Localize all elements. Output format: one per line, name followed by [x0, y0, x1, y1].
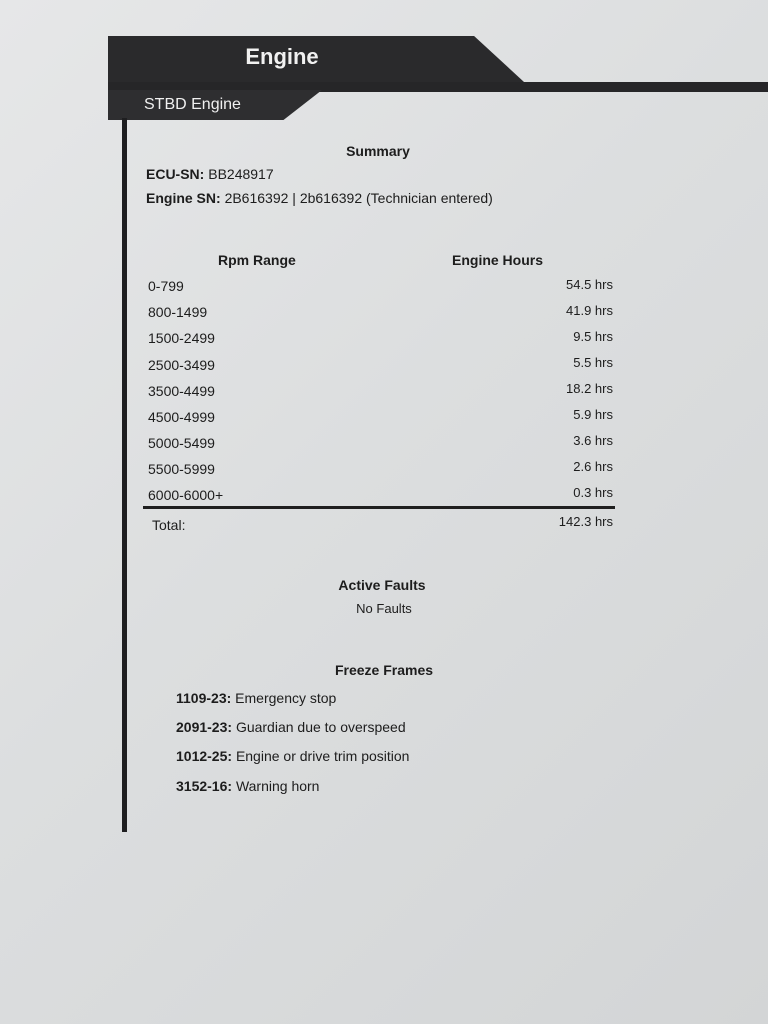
- engine-sn-line: [146, 190, 493, 206]
- engine-hours-cell: 3.6 hrs: [573, 433, 613, 448]
- rpm-range-cell: 6000-6000+: [148, 487, 224, 503]
- engine-hours-cell: 2.6 hrs: [573, 459, 613, 474]
- active-faults-heading: Active Faults: [338, 577, 426, 593]
- fault-code: 1109-23:: [176, 690, 232, 706]
- engine-sn-value: 2B616392 | 2b616392 (Technician entered): [224, 190, 493, 206]
- freeze-frame-item: [176, 748, 409, 764]
- summary-heading: Summary: [346, 143, 410, 159]
- engine-hours-cell: 9.5 hrs: [573, 329, 613, 344]
- freeze-frame-item: [176, 778, 319, 794]
- ecu-sn-value: BB248917: [208, 166, 274, 182]
- rpm-range-header: Rpm Range: [218, 252, 296, 268]
- rpm-range-cell: 5000-5499: [148, 435, 215, 451]
- rpm-range-cell: 1500-2499: [148, 330, 215, 346]
- rpm-range-cell: 800-1499: [148, 304, 208, 320]
- engine-hours-cell: 5.5 hrs: [573, 355, 613, 370]
- engine-hours-cell: 5.9 hrs: [573, 407, 613, 422]
- freeze-frame-item: [176, 690, 336, 706]
- page-title: Engine: [245, 44, 319, 69]
- engine-hours-cell: 41.9 hrs: [566, 303, 613, 318]
- fault-description: Engine or drive trim position: [235, 748, 410, 764]
- ecu-sn-line: [146, 166, 274, 182]
- fault-description: Guardian due to overspeed: [235, 719, 406, 735]
- active-faults-value: No Faults: [356, 601, 412, 616]
- total-rule: [143, 506, 615, 509]
- engine-hours-cell: 54.5 hrs: [566, 277, 613, 292]
- rpm-range-cell: 5500-5999: [148, 461, 215, 477]
- fault-description: Warning horn: [235, 778, 320, 794]
- rpm-range-cell: 2500-3499: [148, 357, 215, 373]
- freeze-frames-heading: Freeze Frames: [334, 662, 434, 678]
- rpm-range-cell: 4500-4999: [148, 409, 215, 425]
- rpm-range-cell: 0-799: [148, 278, 184, 294]
- left-margin-rule: [122, 118, 127, 832]
- freeze-frame-item: [176, 719, 406, 735]
- page-subtitle: STBD Engine: [144, 96, 241, 113]
- engine-hours-header: Engine Hours: [452, 252, 544, 268]
- engine-sn-label: Engine SN:: [146, 190, 221, 206]
- total-label: Total:: [152, 517, 186, 533]
- fault-code: 1012-25:: [176, 748, 233, 764]
- fault-code: 3152-16:: [176, 778, 233, 794]
- ecu-sn-label: ECU-SN:: [146, 166, 205, 182]
- fault-description: Emergency stop: [235, 690, 337, 706]
- rpm-range-cell: 3500-4499: [148, 383, 215, 399]
- total-value: 142.3 hrs: [558, 514, 613, 529]
- fault-code: 2091-23:: [176, 719, 233, 735]
- engine-hours-cell: 0.3 hrs: [573, 485, 613, 500]
- engine-hours-cell: 18.2 hrs: [566, 381, 613, 396]
